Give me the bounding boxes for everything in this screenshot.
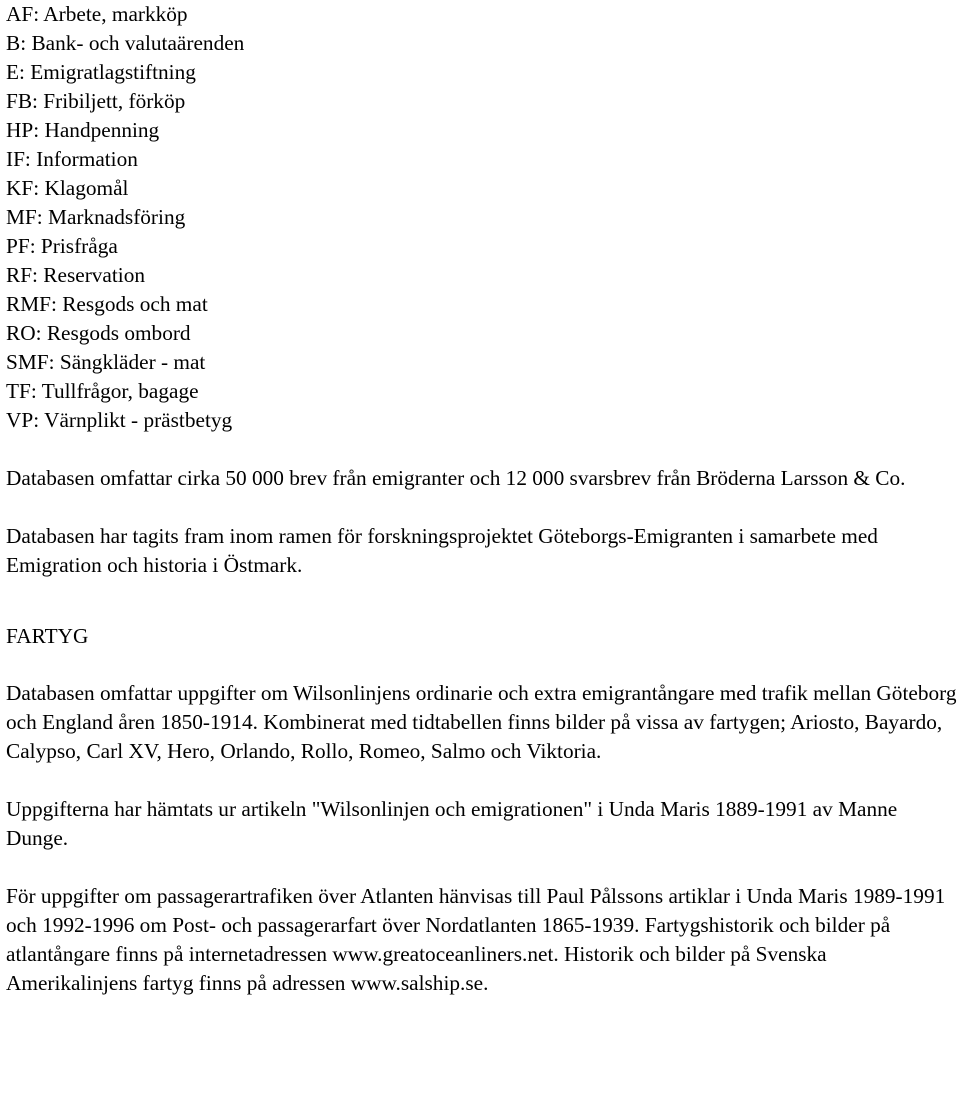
code-item-mf: MF: Marknadsföring [6,205,186,229]
code-item-tf: TF: Tullfrågor, bagage [6,379,199,403]
code-item-if: IF: Information [6,147,138,171]
code-item-rf: RF: Reservation [6,263,146,287]
project-paragraph: Databasen har tagits fram inom ramen för forskningsprojektet Göteborgs-Emigranten i samarbete med Emigration och historia i Östmark. [6,524,878,577]
source-paragraph: Uppgifterna har hämtats ur artikeln "Wilsonlinjen och emigrationen" i Unda Maris 1889-1991 av Manne Dunge. [6,797,898,850]
code-item-vp: VP: Värnplikt - prästbetyg [6,408,233,432]
ships-paragraph: Databasen omfattar uppgifter om Wilsonlinjens ordinarie och extra emigrantångare med trafik mellan Göteborg och England åren 1850-1914. Kombinerat med tidtabellen finns bilder på vissa av fartygen; Ariosto, Bayardo, Calypso, Carl XV, Hero, Orlando, Rollo, Romeo, Salmo och Viktoria. [6,681,957,763]
code-item-e: E: Emigratlagstiftning [6,60,196,84]
letters-paragraph: Databasen omfattar cirka 50 000 brev från emigranter och 12 000 svarsbrev från Bröderna Larsson & Co. [6,466,906,490]
code-item-fb: FB: Fribiljett, förköp [6,89,186,113]
code-item-af: AF: Arbete, markköp [6,2,188,26]
code-item-kf: KF: Klagomål [6,176,129,200]
code-item-b: B: Bank- och valutaärenden [6,31,245,55]
atlantic-paragraph: För uppgifter om passagerartrafiken över Atlanten hänvisas till Paul Pålssons artiklar i Unda Maris 1989-1991 och 1992-1996 om Post- och passagerarfart över Nordatlanten 1865-1939. Fartygshistorik och bilder på atlantångare finns på internetadressen www.greatoceanliners.net. Historik och bilder på Svenska Amerikalinjens fartyg finns på adressen www.salship.se. [6,884,946,995]
code-item-smf: SMF: Sängkläder - mat [6,350,206,374]
section-heading-fartyg: FARTYG [6,624,89,648]
code-item-pf: PF: Prisfråga [6,234,118,258]
code-item-rmf: RMF: Resgods och mat [6,292,208,316]
code-list [6,0,958,435]
code-item-hp: HP: Handpenning [6,118,160,142]
code-item-ro: RO: Resgods ombord [6,321,191,345]
document-page [6,0,958,998]
